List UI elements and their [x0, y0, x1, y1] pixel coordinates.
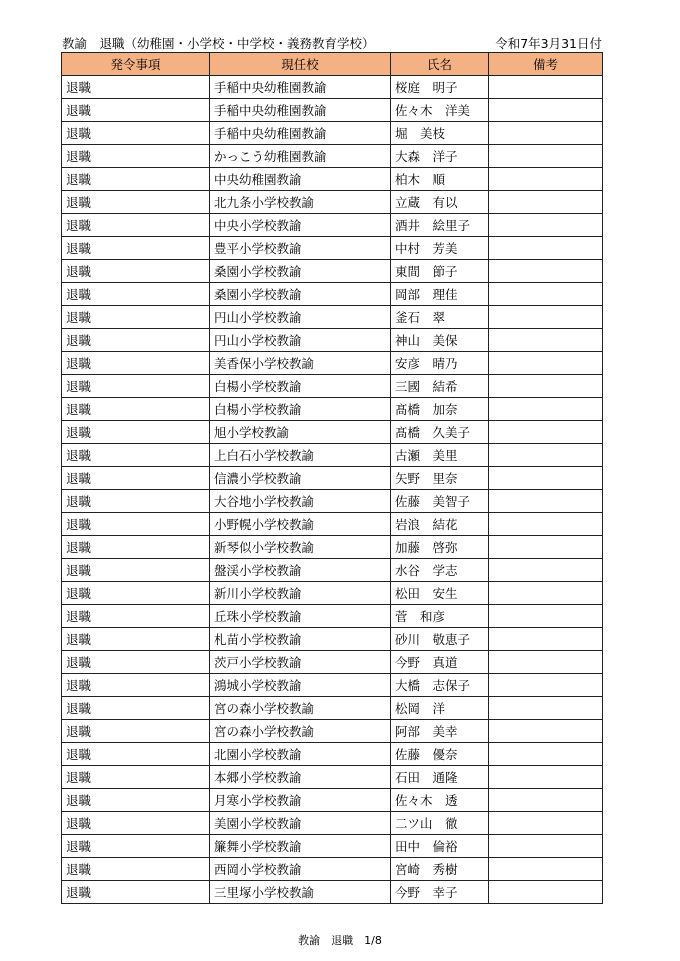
remarks-cell — [489, 812, 603, 835]
remarks-cell — [489, 398, 603, 421]
school-cell: 三里塚小学校教諭 — [210, 881, 391, 904]
name-cell: 中村 芳美 — [391, 237, 489, 260]
table-row — [62, 375, 603, 398]
action-cell: 退職 — [62, 490, 210, 513]
name-cell: 宮崎 秀樹 — [391, 858, 489, 881]
name-cell: 田中 倫裕 — [391, 835, 489, 858]
remarks-cell — [489, 352, 603, 375]
action-cell: 退職 — [62, 352, 210, 375]
school-cell: 手稲中央幼稚園教諭 — [210, 122, 391, 145]
action-cell: 退職 — [62, 697, 210, 720]
remarks-cell — [489, 329, 603, 352]
table-row — [62, 122, 603, 145]
action-cell: 退職 — [62, 835, 210, 858]
table-row — [62, 812, 603, 835]
school-cell: 新琴似小学校教諭 — [210, 536, 391, 559]
school-cell: 本郷小学校教諭 — [210, 766, 391, 789]
table-row — [62, 536, 603, 559]
name-cell: 三國 結希 — [391, 375, 489, 398]
column-header-school: 現任校 — [210, 53, 391, 76]
personnel-table — [61, 52, 603, 904]
table-row — [62, 168, 603, 191]
name-cell: 釜石 翠 — [391, 306, 489, 329]
table-row — [62, 605, 603, 628]
name-cell: 二ツ山 徹 — [391, 812, 489, 835]
action-cell: 退職 — [62, 881, 210, 904]
remarks-cell — [489, 605, 603, 628]
table-row — [62, 858, 603, 881]
action-cell: 退職 — [62, 237, 210, 260]
remarks-cell — [489, 490, 603, 513]
name-cell: 大橋 志保子 — [391, 674, 489, 697]
name-cell: 酒井 絵里子 — [391, 214, 489, 237]
table-row — [62, 582, 603, 605]
action-cell: 退職 — [62, 559, 210, 582]
remarks-cell — [489, 674, 603, 697]
school-cell: 円山小学校教諭 — [210, 329, 391, 352]
action-cell: 退職 — [62, 283, 210, 306]
table-row — [62, 467, 603, 490]
table-header-row — [62, 53, 603, 76]
remarks-cell — [489, 559, 603, 582]
table-row — [62, 697, 603, 720]
school-cell: 簾舞小学校教諭 — [210, 835, 391, 858]
remarks-cell — [489, 628, 603, 651]
action-cell: 退職 — [62, 628, 210, 651]
school-cell: 鴻城小学校教諭 — [210, 674, 391, 697]
table-row — [62, 789, 603, 812]
action-cell: 退職 — [62, 329, 210, 352]
column-header-name: 氏名 — [391, 53, 489, 76]
school-cell: 新川小学校教諭 — [210, 582, 391, 605]
school-cell: 宮の森小学校教諭 — [210, 720, 391, 743]
name-cell: 桜庭 明子 — [391, 76, 489, 99]
remarks-cell — [489, 789, 603, 812]
school-cell: 上白石小学校教諭 — [210, 444, 391, 467]
school-cell: 月寒小学校教諭 — [210, 789, 391, 812]
school-cell: 美園小学校教諭 — [210, 812, 391, 835]
action-cell: 退職 — [62, 674, 210, 697]
name-cell: 阿部 美幸 — [391, 720, 489, 743]
school-cell: 小野幌小学校教諭 — [210, 513, 391, 536]
table-row — [62, 329, 603, 352]
table-row — [62, 835, 603, 858]
table-row — [62, 628, 603, 651]
action-cell: 退職 — [62, 122, 210, 145]
name-cell: 東間 節子 — [391, 260, 489, 283]
remarks-cell — [489, 76, 603, 99]
column-header-remarks: 備考 — [489, 53, 603, 76]
school-cell: 手稲中央幼稚園教諭 — [210, 76, 391, 99]
table-row — [62, 743, 603, 766]
school-cell: 中央幼稚園教諭 — [210, 168, 391, 191]
remarks-cell — [489, 720, 603, 743]
school-cell: 北園小学校教諭 — [210, 743, 391, 766]
name-cell: 砂川 敬恵子 — [391, 628, 489, 651]
school-cell: 桑園小学校教諭 — [210, 283, 391, 306]
table-row — [62, 421, 603, 444]
page-title: 教諭 退職（幼稚園・小学校・中学校・義務教育学校） — [62, 36, 375, 51]
name-cell: 髙橋 久美子 — [391, 421, 489, 444]
action-cell: 退職 — [62, 260, 210, 283]
table-row — [62, 145, 603, 168]
name-cell: 堀 美枝 — [391, 122, 489, 145]
remarks-cell — [489, 651, 603, 674]
name-cell: 松岡 洋 — [391, 697, 489, 720]
action-cell: 退職 — [62, 720, 210, 743]
remarks-cell — [489, 743, 603, 766]
remarks-cell — [489, 467, 603, 490]
school-cell: 桑園小学校教諭 — [210, 260, 391, 283]
action-cell: 退職 — [62, 858, 210, 881]
school-cell: 茨戸小学校教諭 — [210, 651, 391, 674]
table-row — [62, 490, 603, 513]
table-row — [62, 260, 603, 283]
action-cell: 退職 — [62, 444, 210, 467]
school-cell: 盤渓小学校教諭 — [210, 559, 391, 582]
school-cell: 白楊小学校教諭 — [210, 375, 391, 398]
name-cell: 水谷 学志 — [391, 559, 489, 582]
action-cell: 退職 — [62, 605, 210, 628]
table-row — [62, 352, 603, 375]
school-cell: 大谷地小学校教諭 — [210, 490, 391, 513]
table-row — [62, 214, 603, 237]
page-header — [62, 34, 602, 52]
remarks-cell — [489, 513, 603, 536]
remarks-cell — [489, 214, 603, 237]
remarks-cell — [489, 237, 603, 260]
action-cell: 退職 — [62, 214, 210, 237]
page-footer: 教諭 退職 1/8 — [298, 934, 382, 947]
school-cell: 美香保小学校教諭 — [210, 352, 391, 375]
name-cell: 松田 安生 — [391, 582, 489, 605]
name-cell: 岡部 理佳 — [391, 283, 489, 306]
name-cell: 髙橋 加奈 — [391, 398, 489, 421]
remarks-cell — [489, 306, 603, 329]
action-cell: 退職 — [62, 306, 210, 329]
name-cell: 菅 和彦 — [391, 605, 489, 628]
name-cell: 石田 通隆 — [391, 766, 489, 789]
action-cell: 退職 — [62, 99, 210, 122]
name-cell: 立蔵 有以 — [391, 191, 489, 214]
name-cell: 佐藤 美智子 — [391, 490, 489, 513]
table-row — [62, 444, 603, 467]
table-row — [62, 283, 603, 306]
action-cell: 退職 — [62, 76, 210, 99]
name-cell: 古瀬 美里 — [391, 444, 489, 467]
name-cell: 今野 真道 — [391, 651, 489, 674]
school-cell: 手稲中央幼稚園教諭 — [210, 99, 391, 122]
action-cell: 退職 — [62, 467, 210, 490]
table-row — [62, 766, 603, 789]
table-row — [62, 674, 603, 697]
school-cell: 旭小学校教諭 — [210, 421, 391, 444]
table-row — [62, 881, 603, 904]
action-cell: 退職 — [62, 421, 210, 444]
remarks-cell — [489, 145, 603, 168]
remarks-cell — [489, 283, 603, 306]
remarks-cell — [489, 168, 603, 191]
remarks-cell — [489, 375, 603, 398]
remarks-cell — [489, 582, 603, 605]
name-cell: 佐々木 透 — [391, 789, 489, 812]
school-cell: 札苗小学校教諭 — [210, 628, 391, 651]
remarks-cell — [489, 881, 603, 904]
remarks-cell — [489, 536, 603, 559]
school-cell: 宮の森小学校教諭 — [210, 697, 391, 720]
action-cell: 退職 — [62, 536, 210, 559]
table-row — [62, 76, 603, 99]
school-cell: 豊平小学校教諭 — [210, 237, 391, 260]
action-cell: 退職 — [62, 513, 210, 536]
school-cell: 白楊小学校教諭 — [210, 398, 391, 421]
table-row — [62, 237, 603, 260]
action-cell: 退職 — [62, 398, 210, 421]
action-cell: 退職 — [62, 145, 210, 168]
effective-date: 令和7年3月31日付 — [495, 36, 602, 51]
action-cell: 退職 — [62, 743, 210, 766]
remarks-cell — [489, 444, 603, 467]
action-cell: 退職 — [62, 651, 210, 674]
remarks-cell — [489, 858, 603, 881]
table-row — [62, 513, 603, 536]
name-cell: 加藤 啓弥 — [391, 536, 489, 559]
action-cell: 退職 — [62, 766, 210, 789]
action-cell: 退職 — [62, 375, 210, 398]
table-row — [62, 99, 603, 122]
action-cell: 退職 — [62, 812, 210, 835]
table-row — [62, 191, 603, 214]
remarks-cell — [489, 421, 603, 444]
school-cell: 中央小学校教諭 — [210, 214, 391, 237]
school-cell: 西岡小学校教諭 — [210, 858, 391, 881]
action-cell: 退職 — [62, 168, 210, 191]
action-cell: 退職 — [62, 789, 210, 812]
remarks-cell — [489, 260, 603, 283]
school-cell: 信濃小学校教諭 — [210, 467, 391, 490]
table-row — [62, 720, 603, 743]
school-cell: 円山小学校教諭 — [210, 306, 391, 329]
name-cell: 安彦 晴乃 — [391, 352, 489, 375]
table-row — [62, 398, 603, 421]
table-row — [62, 306, 603, 329]
school-cell: 北九条小学校教諭 — [210, 191, 391, 214]
remarks-cell — [489, 122, 603, 145]
name-cell: 矢野 里奈 — [391, 467, 489, 490]
remarks-cell — [489, 99, 603, 122]
name-cell: 今野 幸子 — [391, 881, 489, 904]
school-cell: 丘珠小学校教諭 — [210, 605, 391, 628]
column-header-action: 発令事項 — [62, 53, 210, 76]
table-row — [62, 651, 603, 674]
remarks-cell — [489, 191, 603, 214]
action-cell: 退職 — [62, 582, 210, 605]
remarks-cell — [489, 835, 603, 858]
name-cell: 佐藤 優奈 — [391, 743, 489, 766]
remarks-cell — [489, 766, 603, 789]
remarks-cell — [489, 697, 603, 720]
name-cell: 岩浪 結花 — [391, 513, 489, 536]
name-cell: 柏木 順 — [391, 168, 489, 191]
name-cell: 佐々木 洋美 — [391, 99, 489, 122]
name-cell: 大森 洋子 — [391, 145, 489, 168]
table-row — [62, 559, 603, 582]
school-cell: かっこう幼稚園教諭 — [210, 145, 391, 168]
name-cell: 神山 美保 — [391, 329, 489, 352]
action-cell: 退職 — [62, 191, 210, 214]
